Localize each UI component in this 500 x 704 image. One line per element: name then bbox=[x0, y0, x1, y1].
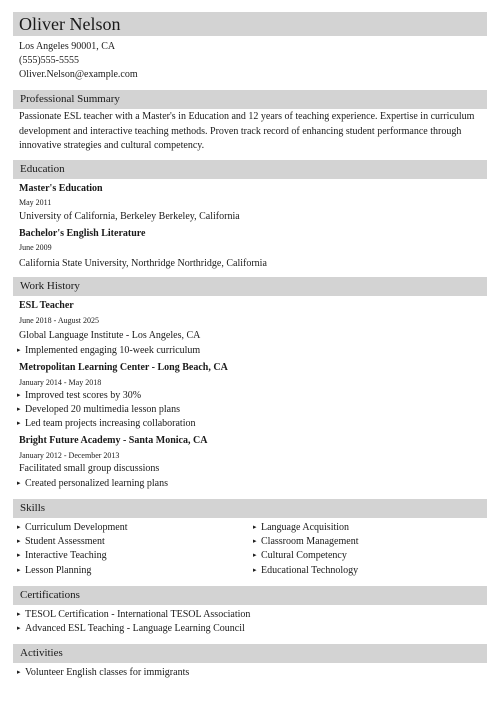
certifications-section-title: Certifications bbox=[20, 589, 80, 601]
certification-item: ▸ TESOL Certification - International TESOL Association bbox=[17, 609, 251, 620]
job-bullet: ▸ Implemented engaging 10-week curriculum bbox=[17, 345, 201, 356]
summary-section-title: Professional Summary bbox=[20, 93, 120, 105]
skill-item: ▸ Cultural Competency bbox=[253, 550, 347, 561]
bullet-icon: ▸ bbox=[17, 668, 21, 676]
job-title: Metropolitan Learning Center - Long Beach, CA bbox=[19, 362, 228, 373]
skill-item: ▸ Lesson Planning bbox=[17, 565, 92, 576]
skills-section-title: Skills bbox=[20, 502, 46, 514]
job-bullet: ▸ Improved test scores by 30% bbox=[17, 390, 142, 401]
skill-item: ▸ Interactive Teaching bbox=[17, 550, 107, 561]
contact-phone: (555)555-5555 bbox=[19, 55, 79, 66]
education-school: California State University, Northridge Northridge, California bbox=[19, 258, 267, 269]
job-date: January 2012 - December 2013 bbox=[19, 451, 120, 460]
bullet-icon: ▸ bbox=[253, 537, 257, 545]
education-degree: Bachelor's English Literature bbox=[19, 228, 146, 239]
skills-section-bar bbox=[13, 499, 487, 518]
job-bullet: ▸ Led team projects increasing collaboration bbox=[17, 418, 196, 429]
job-bullet: ▸ Created personalized learning plans bbox=[17, 478, 168, 489]
job-bullet: ▸ Developed 20 multimedia lesson plans bbox=[17, 404, 180, 415]
skill-item: ▸ Curriculum Development bbox=[17, 522, 128, 533]
education-date: June 2009 bbox=[19, 243, 52, 252]
certification-item: ▸ Advanced ESL Teaching - Language Learning Council bbox=[17, 623, 245, 634]
skill-item: ▸ Student Assessment bbox=[17, 536, 105, 547]
skill-item: ▸ Language Acquisition bbox=[253, 522, 350, 533]
skill-item: ▸ Classroom Management bbox=[253, 536, 359, 547]
contact-email: Oliver.Nelson@example.com bbox=[19, 69, 138, 80]
bullet-icon: ▸ bbox=[17, 537, 21, 545]
education-date: May 2011 bbox=[19, 198, 52, 207]
activities-section-bar bbox=[13, 644, 487, 663]
bullet-icon: ▸ bbox=[17, 523, 21, 531]
bullet-icon: ▸ bbox=[17, 610, 21, 618]
work-section-bar bbox=[13, 277, 487, 296]
bullet-icon: ▸ bbox=[253, 551, 257, 559]
bullet-icon: ▸ bbox=[17, 391, 21, 399]
summary-text: Passionate ESL teacher with a Master's in Education and 12 years of teaching experience. Expertise in curriculum development and interactive teaching methods. Proven track record of enhancing student performance through innovative strategies and cultural competency. bbox=[19, 111, 475, 151]
bullet-icon: ▸ bbox=[17, 551, 21, 559]
bullet-icon: ▸ bbox=[17, 479, 21, 487]
bullet-icon: ▸ bbox=[17, 624, 21, 632]
education-degree: Master's Education bbox=[19, 183, 103, 194]
bullet-icon: ▸ bbox=[17, 419, 21, 427]
bullet-icon: ▸ bbox=[17, 566, 21, 574]
job-employer: Global Language Institute - Los Angeles, CA bbox=[19, 330, 201, 341]
bullet-icon: ▸ bbox=[253, 523, 257, 531]
job-title: ESL Teacher bbox=[19, 300, 74, 311]
candidate-name: Oliver Nelson bbox=[19, 14, 121, 34]
work-section-title: Work History bbox=[20, 280, 80, 292]
job-title: Bright Future Academy - Santa Monica, CA bbox=[19, 435, 208, 446]
job-description: Facilitated small group discussions bbox=[19, 463, 160, 474]
bullet-icon: ▸ bbox=[17, 405, 21, 413]
activity-item: ▸ Volunteer English classes for immigrants bbox=[17, 667, 190, 678]
education-section-bar bbox=[13, 160, 487, 179]
bullet-icon: ▸ bbox=[253, 566, 257, 574]
contact-address: Los Angeles 90001, CA bbox=[19, 41, 116, 52]
activities-section-title: Activities bbox=[20, 647, 63, 659]
bullet-icon: ▸ bbox=[17, 346, 21, 354]
job-date: January 2014 - May 2018 bbox=[19, 378, 102, 387]
certifications-section-bar bbox=[13, 586, 487, 605]
education-school: University of California, Berkeley Berkeley, California bbox=[19, 211, 240, 222]
education-section-title: Education bbox=[20, 163, 65, 175]
skill-item: ▸ Educational Technology bbox=[253, 565, 359, 576]
job-date: June 2018 - August 2025 bbox=[19, 316, 99, 325]
